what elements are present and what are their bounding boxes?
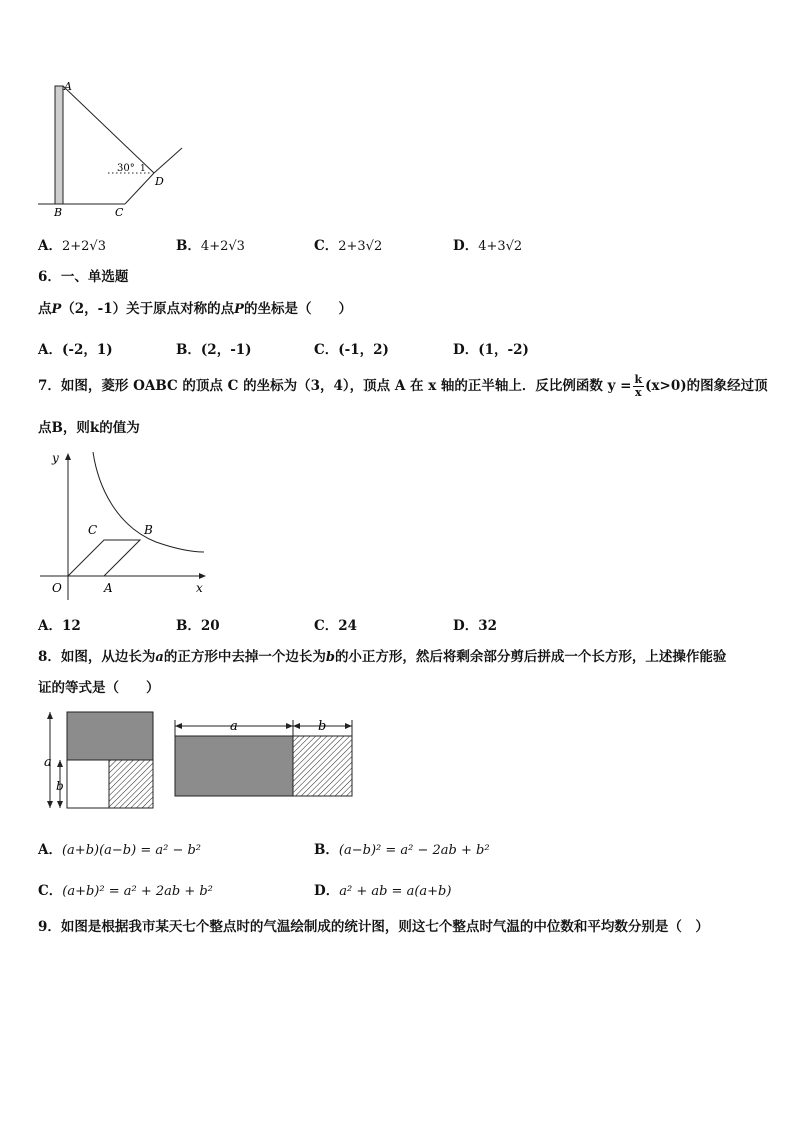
q8-stem (38, 645, 726, 665)
q5-option-a (38, 234, 106, 254)
label-B: B (54, 206, 63, 219)
label-a-top: a (230, 719, 238, 734)
q6-stem-pre: 点 (38, 301, 52, 317)
q8-stem-pre: 8．如图，从边长为 (38, 649, 156, 665)
q7-option-b: B．20 (176, 618, 220, 634)
q8-option-b-expr: (a−b)² = a² − 2ab + b² (338, 843, 490, 858)
left-square-gray-top (67, 712, 153, 760)
dim-a-top-arrow-left (175, 723, 182, 729)
q8-var-b: b (325, 650, 335, 665)
q8-stem-line2: 证的等式是（ ） (38, 680, 160, 696)
q5-option-d-text: 4+3√2 (478, 239, 523, 254)
q8-option-a-letter: A． (38, 842, 62, 858)
q7-option-c: C．24 (314, 618, 358, 634)
x-axis-arrow (199, 573, 206, 579)
q5-option-a-letter: A． (38, 238, 62, 254)
q5-option-d (453, 234, 522, 254)
q6-point-p2: P (234, 302, 244, 317)
dim-a-left-arrow-top (47, 712, 53, 719)
q8-option-b (314, 838, 490, 858)
label-y: y (52, 451, 59, 465)
label-b-top: b (318, 719, 327, 734)
hyperbola-curve (93, 452, 204, 552)
dim-a-top-arrow-right (286, 723, 293, 729)
rhombus-OABC (68, 540, 140, 576)
dim-b-left-arrow-top (57, 760, 63, 767)
q5-option-d-letter: D． (453, 238, 479, 254)
q8-stem-post: 的小正方形，然后将剩余部分剪后拼成一个长方形，上述操作能验 (334, 649, 727, 665)
q8-option-d (314, 879, 451, 899)
q5-option-c-letter: C． (314, 238, 339, 254)
segment-A-D (63, 86, 154, 173)
q7-fraction-numerator: k (634, 373, 643, 386)
q5-option-a-text: 2+2√3 (61, 239, 106, 254)
q7-stem-post: (x>0)的图象经过顶 (645, 378, 768, 394)
label-B: B (144, 523, 153, 537)
label-one: 1 (140, 164, 146, 174)
q5-option-b-text: 4+2√3 (200, 239, 245, 254)
label-O: O (52, 581, 62, 595)
q8-figure (40, 706, 360, 812)
q7-option-d: D．32 (453, 618, 497, 634)
dim-b-top-arrow-left (293, 723, 300, 729)
pole (55, 86, 63, 204)
q7-stem-line2: 点B，则k的值为 (38, 420, 140, 436)
q5-figure (30, 78, 190, 220)
ray-D (154, 148, 182, 173)
q6-option-d: D．(1，-2) (453, 342, 529, 358)
dim-b-top-arrow-right (345, 723, 352, 729)
label-C: C (88, 523, 98, 537)
q5-option-c-text: 2+3√2 (338, 239, 383, 254)
q8-option-b-letter: B． (314, 842, 339, 858)
label-x: x (196, 581, 203, 595)
q8-option-c (38, 879, 213, 899)
label-A: A (64, 80, 72, 93)
q6-section-heading: 6．一、单选题 (38, 269, 129, 285)
left-square-small-hatched (109, 760, 153, 808)
label-b-left: b (56, 779, 64, 793)
q7-fraction (633, 374, 645, 399)
dim-b-left-arrow-bottom (57, 801, 63, 808)
q8-option-d-expr: a² + ab = a(a+b) (339, 884, 452, 899)
q8-option-c-expr: (a+b)² = a² + 2ab + b² (62, 884, 213, 899)
q6-stem (38, 297, 352, 317)
segment-C-D (125, 173, 154, 204)
label-C: C (115, 206, 124, 219)
q5-option-b (176, 234, 245, 254)
q8-option-a-expr: (a+b)(a−b) = a² − b² (61, 843, 202, 858)
q7-stem-pre: 7．如图，菱形 OABC 的顶点 C 的坐标为（3，4），顶点 A 在 x 轴的正半轴上．反比例函数 y = (38, 378, 632, 394)
q6-stem-post: 的坐标是（ ） (243, 301, 352, 317)
q7-option-a: A．12 (38, 618, 81, 634)
q6-point-p: P (51, 302, 62, 317)
q5-option-c (314, 234, 382, 254)
label-a-left: a (44, 755, 52, 770)
q9-stem: 9．如图是根据我市某天七个整点时的气温绘制成的统计图，则这七个整点时气温的中位数和平均数分别是（ ） (38, 919, 709, 935)
right-rect-hatched (293, 736, 352, 796)
q6-option-c: C．(-1，2) (314, 342, 389, 358)
q8-stem-mid: 的正方形中去掉一个边长为 (163, 649, 326, 665)
q6-stem-mid: （2，-1）关于原点对称的点 (61, 301, 235, 317)
label-A: A (104, 581, 113, 595)
right-rect-gray (175, 736, 293, 796)
q8-option-c-letter: C． (38, 883, 63, 899)
q7-stem (38, 374, 768, 399)
y-axis-arrow (65, 453, 71, 460)
label-D: D (155, 175, 164, 188)
q7-fraction-denominator: x (635, 386, 642, 399)
dim-a-left-arrow-bottom (47, 801, 53, 808)
q5-option-b-letter: B． (176, 238, 201, 254)
label-angle: 30° (117, 163, 135, 174)
q6-option-b: B．(2，-1) (176, 342, 252, 358)
q8-option-a (38, 838, 201, 858)
q8-var-a: a (155, 650, 164, 665)
q7-figure (36, 446, 216, 602)
q8-option-d-letter: D． (314, 883, 340, 899)
q6-option-a: A．(-2，1) (38, 342, 113, 358)
left-square-gray-left (67, 760, 109, 808)
